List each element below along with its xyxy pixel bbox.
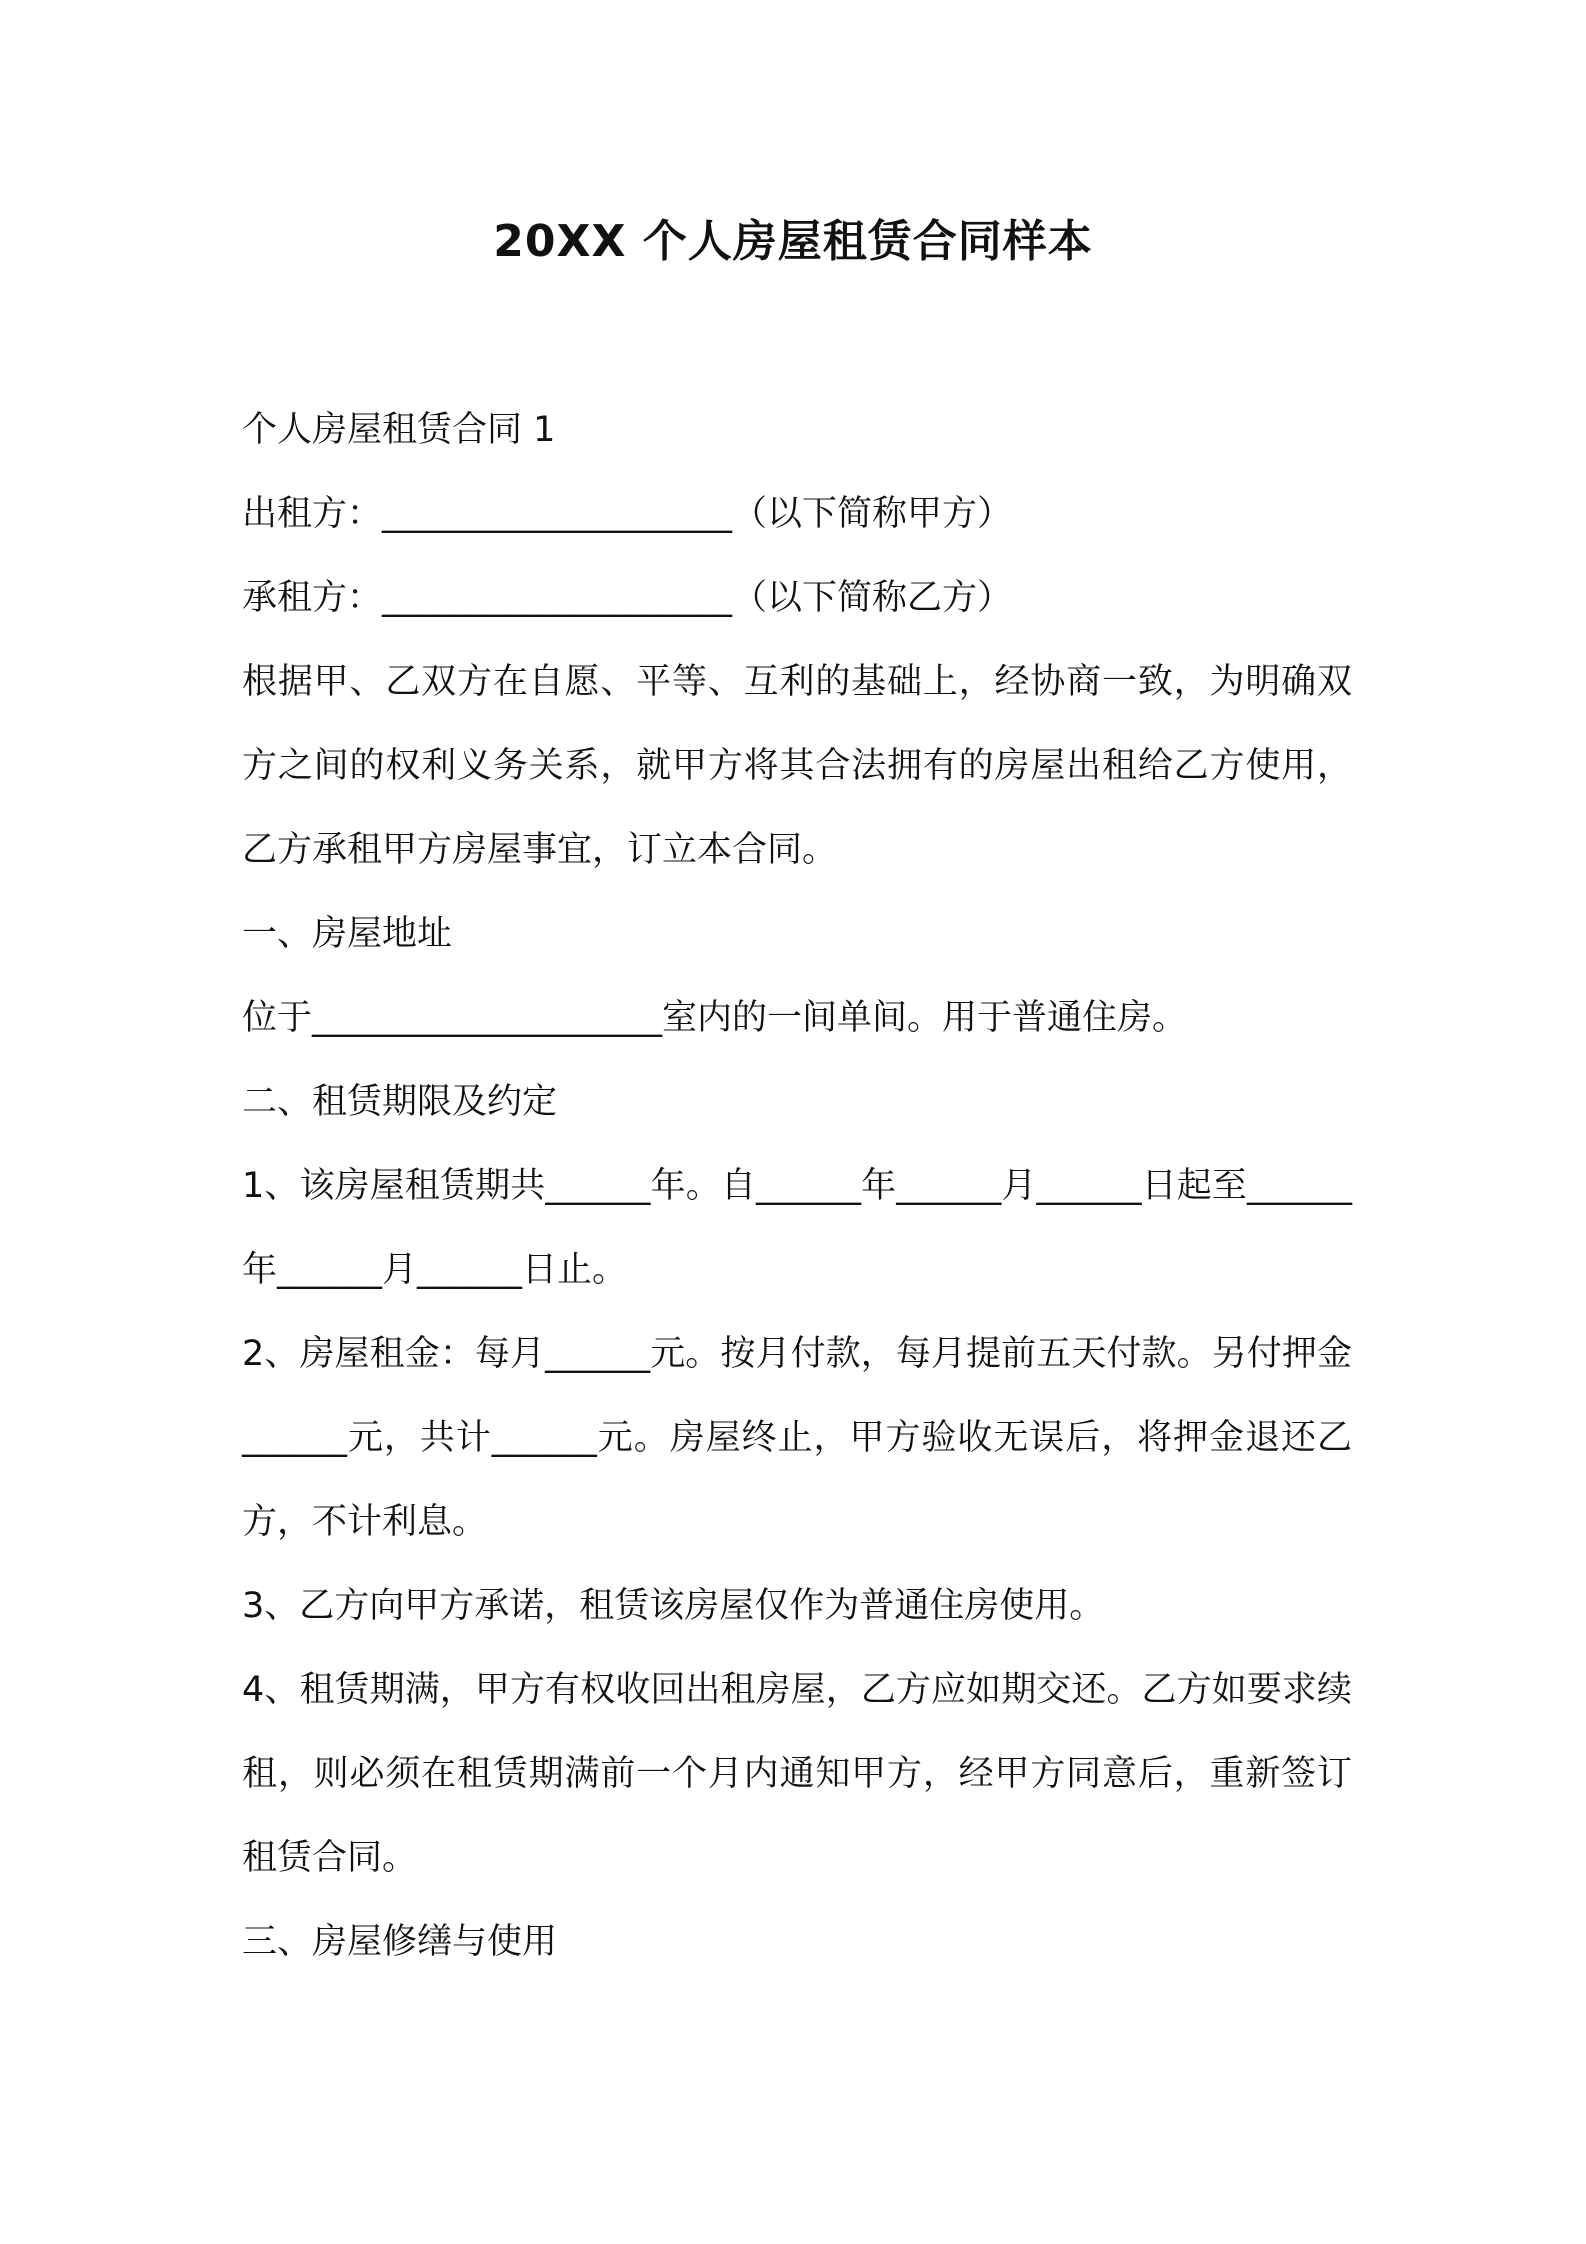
address-line: 位于____________________室内的一间单间。用于普通住房。 [242, 998, 1188, 1038]
document-body [242, 388, 1352, 1984]
clause-4: 4、租赁期满，甲方有权收回出租房屋，乙方应如期交还。乙方如要求续租，则必须在租赁期满前一个月内通知甲方，经甲方同意后，重新签订租赁合同。 [242, 1670, 1352, 1878]
lessee-line: 承租方：____________________（以下简称乙方） [242, 578, 1013, 618]
clause-1: 1、该房屋租赁期共______年。自______年______月______日起至______年______月______日止。 [242, 1166, 1352, 1290]
section-heading-repair: 三、房屋修缮与使用 [242, 1922, 558, 1962]
contract-heading: 个人房屋租赁合同 1 [242, 410, 556, 450]
clause-2: 2、房屋租金：每月______元。按月付款，每月提前五天付款。另付押金______元，共计______元。房屋终止，甲方验收无误后，将押金退还乙方，不计利息。 [242, 1334, 1352, 1542]
section-heading-address: 一、房屋地址 [242, 914, 453, 954]
section-heading-term: 二、租赁期限及约定 [242, 1082, 558, 1122]
document-title: 20XX 个人房屋租赁合同样本 [493, 216, 1093, 267]
preamble-paragraph: 根据甲、乙双方在自愿、平等、互利的基础上，经协商一致，为明确双方之间的权利义务关系，就甲方将其合法拥有的房屋出租给乙方使用，乙方承租甲方房屋事宜，订立本合同。 [242, 662, 1352, 870]
clause-3: 3、乙方向甲方承诺，租赁该房屋仅作为普通住房使用。 [242, 1586, 1105, 1626]
lessor-line: 出租方：____________________（以下简称甲方） [242, 494, 1013, 534]
